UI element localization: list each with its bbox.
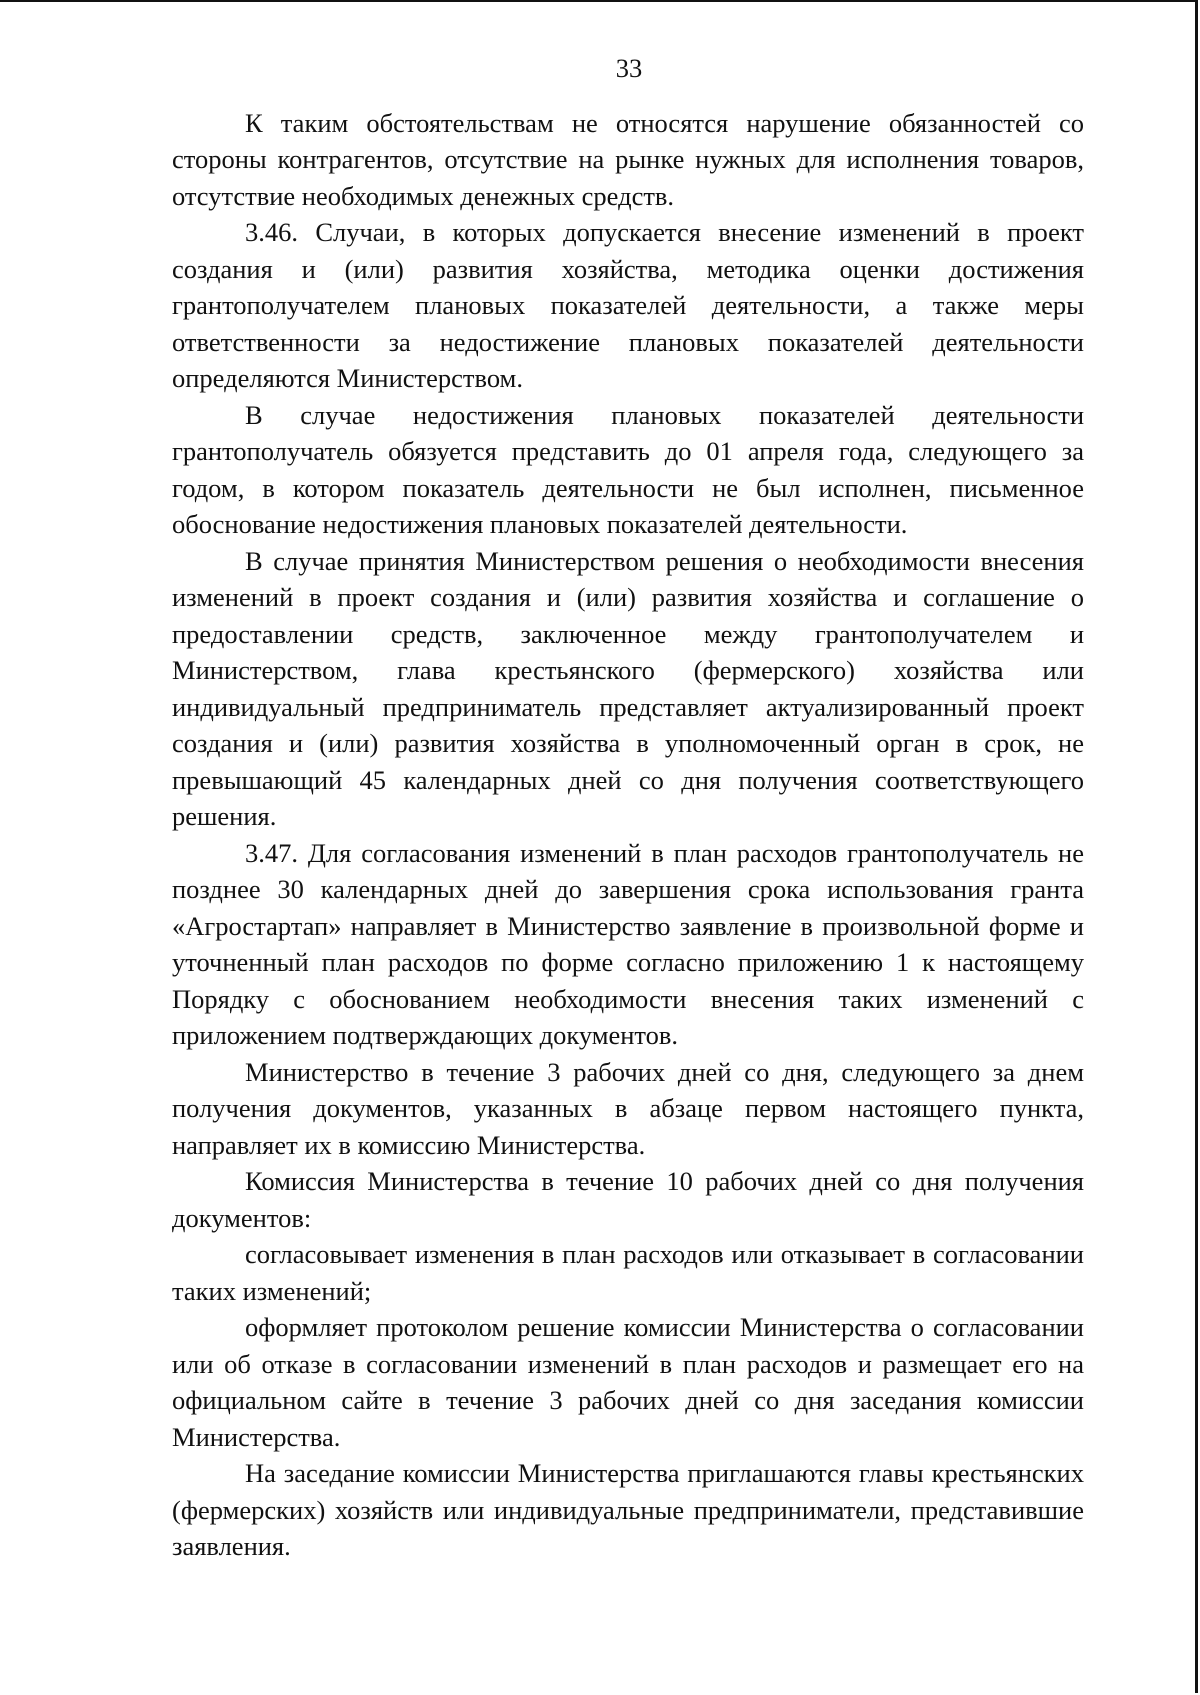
paragraph: Комиссия Министерства в течение 10 рабочих дней со дня получения документов:: [172, 1166, 1084, 1233]
document-page: [172, 50, 1084, 1565]
paragraph: На заседание комиссии Министерства приглашаются главы крестьянских (фермерских) хозяйств или индивидуальные предприниматели, представившие заявления.: [172, 1458, 1084, 1561]
paragraph: 3.46. Случаи, в которых допускается внесение изменений в проект создания и (или) развития хозяйства, методика оценки достижения грантополучателем плановых показателей деятельности, а также меры ответственности за недостижение плановых показателей деятельности определяются Министерством.: [172, 217, 1084, 393]
paragraph: оформляет протоколом решение комиссии Министерства о согласовании или об отказе в согласовании изменений в план расходов и размещает его на официальном сайте в течение 3 рабочих дней со дня заседания комиссии Министерства.: [172, 1312, 1084, 1452]
paragraph: Министерство в течение 3 рабочих дней со дня, следующего за днем получения документов, указанных в абзаце первом настоящего пункта, направляет их в комиссию Министерства.: [172, 1056, 1084, 1160]
paragraph: К таким обстоятельствам не относятся нарушение обязанностей со стороны контрагентов, отсутствие на рынке нужных для исполнения товаров, отсутствие необходимых денежных средств.: [172, 107, 1084, 211]
paragraph: В случае недостижения плановых показателей деятельности грантополучатель обязуется представить до 01 апреля года, следующего за годом, в котором показатель деятельности не был исполнен, письменное обоснование недостижения плановых показателей деятельности.: [172, 399, 1084, 539]
paragraph: 3.47. Для согласования изменений в план расходов грантополучатель не позднее 30 календарных дней до завершения срока использования гранта «Агростартап» направляет в Министерство заявление в произвольной форме и уточненный план расходов по форме согласно приложению 1 к настоящему Порядку с обоснованием необходимости внесения таких изменений с приложением подтверждающих документов.: [172, 837, 1084, 1050]
paragraph: согласовывает изменения в план расходов или отказывает в согласовании таких изменений;: [172, 1239, 1084, 1306]
page-number: 33: [615, 53, 643, 83]
paragraph: В случае принятия Министерством решения о необходимости внесения изменений в проект создания и (или) развития хозяйства и соглашение о предоставлении средств, заключенное между грантополучателем и Министерством, глава крестьянского (фермерского) хозяйства или индивидуальный предприниматель представляет актуализированный проект создания и (или) развития хозяйства в уполномоченный орган в срок, не превышающий 45 календарных дней со дня получения соответствующего решения.: [172, 545, 1084, 831]
